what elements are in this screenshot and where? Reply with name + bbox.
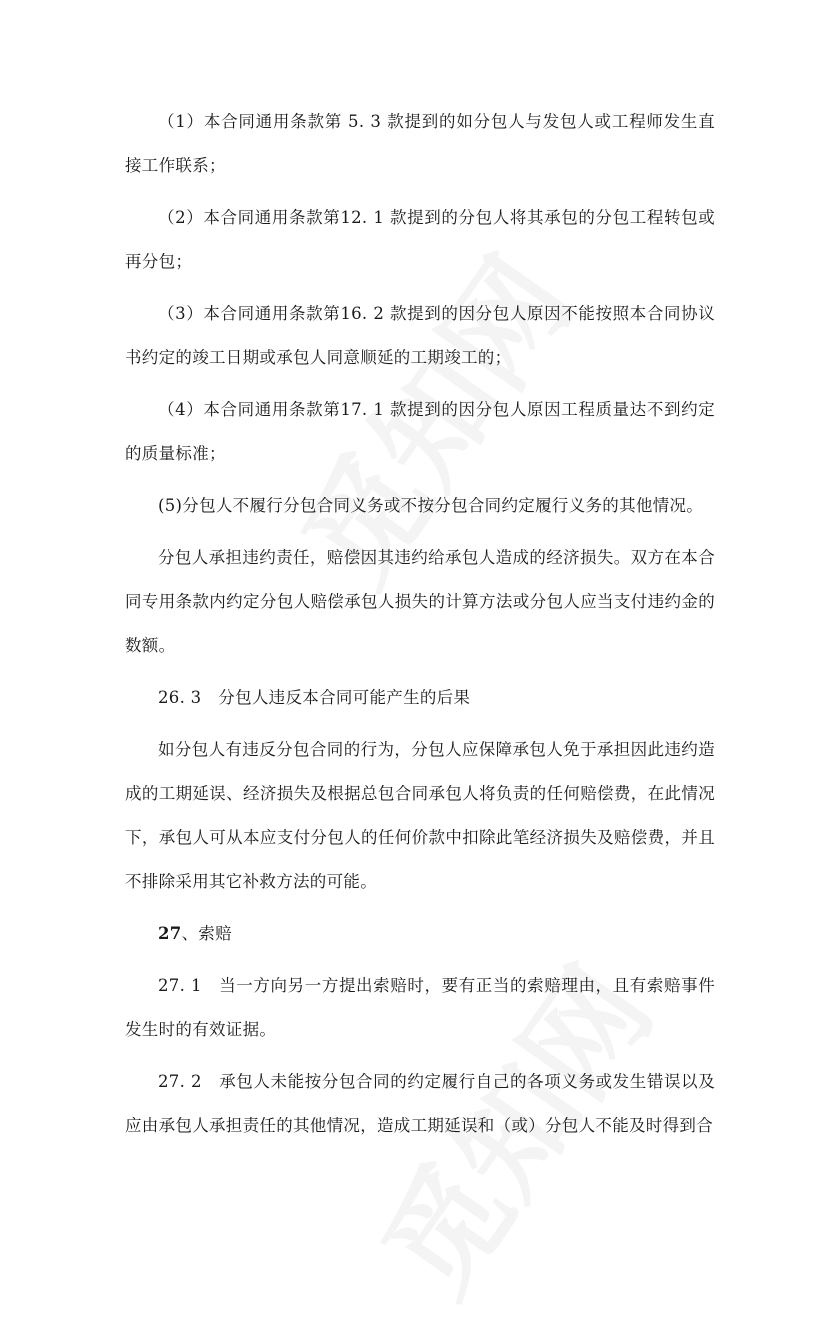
- paragraph-27-2: 27. 2 承包人未能按分包合同的约定履行自己的各项义务或发生错误以及应由承包人承担责任的其他情况，造成工期延误和（或）分包人不能及时得到合: [125, 1072, 715, 1135]
- paragraph-27-1: 27. 1 当一方向另一方提出索赔时，要有正当的索赔理由，且有索赔事件发生时的有效证据。: [125, 976, 715, 1039]
- paragraph-clause-4: （4）本合同通用条款第17. 1 款提到的因分包人原因工程质量达不到约定的质量标准；: [125, 400, 715, 463]
- paragraph-consequences: 如分包人有违反分包合同的行为，分包人应保障承包人免于承担因此违约造成的工期延误、经济损失及根据总包合同承包人将负责的任何赔偿费，在此情况下，承包人可从本应支付分包人的任何价款中扣除此笔经济损失及赔偿费，并且不排除采用其它补救方法的可能。: [125, 740, 715, 891]
- paragraph-clause-2: （2）本合同通用条款第12. 1 款提到的分包人将其承包的分包工程转包或再分包；: [125, 208, 715, 271]
- paragraph-clause-5: (5)分包人不履行分包合同义务或不按分包合同约定履行义务的其他情况。: [158, 496, 704, 515]
- section-number: 27: [158, 924, 182, 943]
- paragraph-liability: 分包人承担违约责任，赔偿因其违约给承包人造成的经济损失。双方在本合同专用条款内约定分包人赔偿承包人损失的计算方法或分包人应当支付违约金的数额。: [125, 548, 715, 655]
- section-heading-27: [125, 912, 715, 956]
- paragraph-clause-1: （1）本合同通用条款第 5. 3 款提到的如分包人与发包人或工程师发生直接工作联系；: [125, 112, 715, 175]
- subsection-heading-26-3: 26. 3 分包人违反本合同可能产生的后果: [158, 688, 471, 707]
- document-body: [125, 100, 715, 1156]
- section-title: 、索赔: [181, 924, 232, 943]
- paragraph-clause-3: （3）本合同通用条款第16. 2 款提到的因分包人原因不能按照本合同协议书约定的竣工日期或承包人同意顺延的工期竣工的；: [125, 304, 715, 367]
